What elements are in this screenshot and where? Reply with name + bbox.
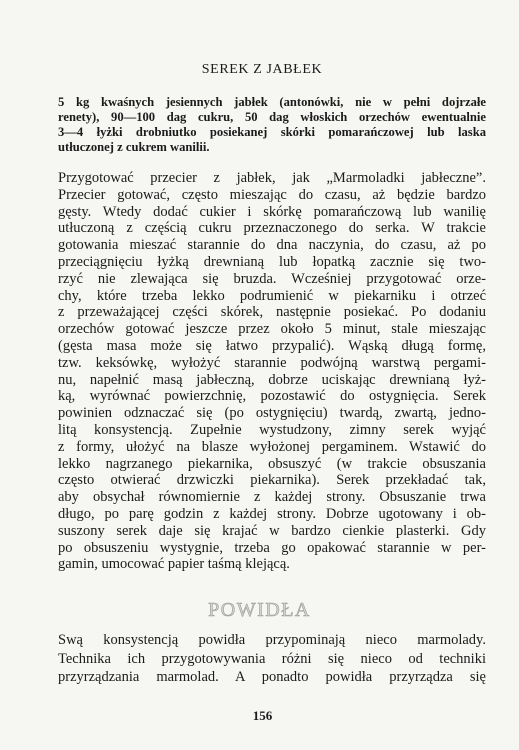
- section-line: Swą konsystencją powidła przypominają nieco marmolady.: [58, 632, 486, 648]
- instructions-line: długo, po parę godzin z każdej strony. Dobrze ugotowany i ob-: [58, 505, 486, 522]
- ingredients-line: 3—4 łyżki drobniutko posiekanej skórki pomarańczowej lub laska: [58, 125, 486, 139]
- page-number: 156: [252, 708, 273, 723]
- instructions-line: gotowania mieszać starannie do dna naczynia, do czasu, aż po: [58, 237, 486, 254]
- instructions-line: tzw. keksówkę, wyłożyć starannie podwójną warstwą pergami-: [58, 354, 486, 371]
- instructions-line: z formy, ułożyć na blasze wyłożonej pergaminem. Wstawić do: [58, 438, 486, 455]
- instructions-line: gęsty. Wtedy dodać cukier i skórkę pomarańczową lub wanilię: [58, 203, 486, 220]
- instructions-line: często otwierać drzwiczki piekarnika). Serek przekładać tak,: [58, 472, 486, 489]
- instructions-line: litą konsystencją. Zupełnie wystudzony, zimny serek wyjąć: [58, 421, 486, 438]
- ingredients-list: [58, 95, 486, 155]
- recipe-title: SEREK Z JABŁEK: [201, 62, 323, 77]
- instructions-line: przeciągnięciu łyżką drewnianą lub łopatką zacznie się two-: [58, 253, 486, 270]
- instructions-line: powinien odznaczać się (po ostygnięciu) twardą, zwartą, jedno-: [58, 405, 486, 422]
- instructions-line: orzechów gotować jeszcze przez około 5 minut, stale mieszając: [58, 321, 486, 338]
- ingredients-line: utłuczonej z cukrem wanilii.: [58, 140, 210, 154]
- instructions-line: lekko nagrzanego piekarnika, obsuszyć (w trakcie obsuszania: [58, 455, 486, 472]
- instructions-line: Przecier gotować, często mieszając do czasu, aż będzie bardzo: [58, 186, 486, 203]
- section-heading: POWIDŁA: [208, 599, 311, 621]
- instructions-line: ką, wyrównać powierzchnię, pozostawić do ostygnięcia. Serek: [58, 388, 486, 405]
- instructions-line: po obsuszeniu wystygnie, trzeba go opakować starannie w per-: [58, 539, 486, 556]
- instructions-line: nu, napełnić masą jabłeczną, dobrze uciskając drewnianą łyż-: [58, 371, 486, 388]
- ingredients-line: 5 kg kwaśnych jesiennych jabłek (antonówki, nie w pełni dojrzałe: [58, 95, 486, 109]
- ingredients-line: renety), 90—100 dag cukru, 50 dag włoskich orzechów ewentualnie: [58, 110, 486, 124]
- instructions-line: aby obsychał równomiernie z każdej strony. Obsuszanie trwa: [58, 489, 486, 506]
- instructions-line: (gęsta masa może się łatwo przypalić). Wąską długą formę,: [58, 337, 486, 354]
- instructions-line: z przeważającej części skórek, następnie posiekać. Po dodaniu: [58, 304, 486, 321]
- section-paragraph: [58, 631, 486, 687]
- instructions-line: chy, które trzeba lekko podrumienić w piekarniku i otrzeć: [58, 287, 486, 304]
- section-line: przyrządzania marmolad. A ponadto powidła przyrządza się: [58, 669, 486, 685]
- instructions-line: Przygotować przecier z jabłek, jak „Marmoladki jabłeczne”.: [58, 170, 486, 186]
- recipe-instructions: [58, 170, 486, 573]
- instructions-line: suszony serek daje się krajać w bardzo cienkie plasterki. Gdy: [58, 522, 486, 539]
- instructions-line: utłuczoną z częścią cukru przeznaczonego do serka. W trakcie: [58, 220, 486, 237]
- section-line: Technika ich przygotowywania różni się nieco od techniki: [58, 650, 486, 667]
- instructions-line: rzyć nie zlewająca się bruzda. Wcześniej przygotować orze-: [58, 270, 486, 287]
- instructions-line: gamin, umocować papier taśmą klejącą.: [58, 556, 290, 573]
